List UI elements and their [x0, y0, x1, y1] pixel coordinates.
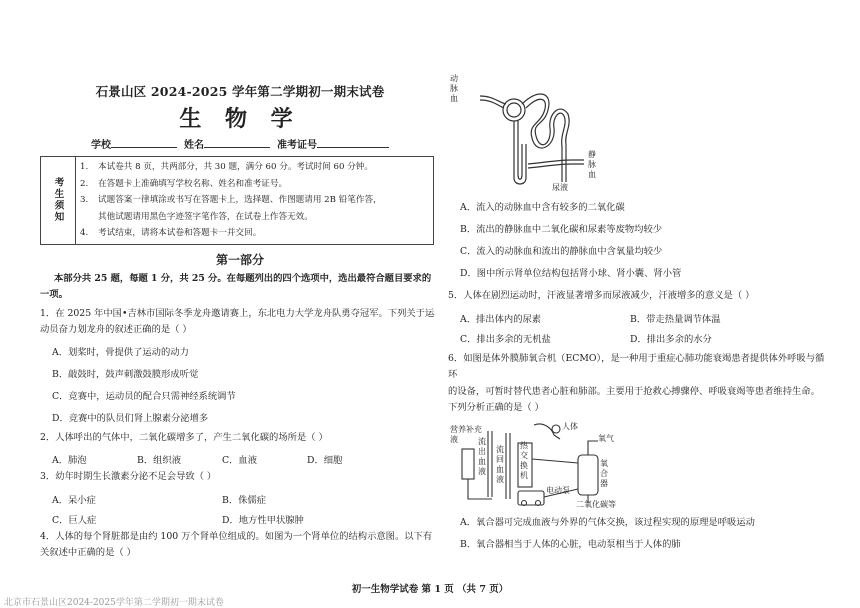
school-label: 学校 — [91, 140, 112, 151]
q2-option-b: B．组织液 — [137, 455, 182, 466]
part-one-intro: 本部分共 25 题，每题 1 分，共 25 分。在每题列出的四个选项中，选出最符合题目要求的一项。 — [40, 272, 432, 300]
name-field[interactable] — [204, 138, 270, 148]
school-field[interactable] — [111, 138, 177, 148]
notice-item: 其他试题请用黑色字迹签字笔作答，在试卷上作答无效。 — [98, 211, 313, 222]
q6-stem-cont2: 下列分析正确的是（ ） — [448, 402, 544, 413]
oxygenator-label: 氧合器 — [600, 458, 608, 488]
notice-header: 考生须知 — [41, 157, 76, 245]
q6-option-b: B．氧合器相当于人体的心脏，电动泵相当于人体的肺 — [460, 538, 681, 550]
q6-option-a: A．氧合器可完成血液与外界的气体交换，该过程实现的原理是呼吸运动 — [460, 516, 755, 528]
q5-options-row1 — [448, 311, 833, 325]
notice-item: 4. 考试结束，请将本试卷和答题卡一并交回。 — [80, 228, 262, 238]
exchanger-label: 热交换机 — [520, 440, 528, 480]
q2-option-a: A．肺泡 — [52, 455, 87, 466]
id-label: 准考证号 — [276, 140, 317, 151]
q4-stem: 4．人体的每个肾脏都是由约 100 万个肾单位组成的。如图为一个肾单位的结构示意图。以下有 — [40, 530, 433, 542]
nephron-diagram — [448, 74, 833, 192]
notice-item: 3. 试题答案一律填涂或书写在答题卡上，选择题、作图题请用 2B 铅笔作答， — [80, 195, 382, 205]
q2-options — [40, 452, 440, 466]
question-2: 2．人体呼出的气体中，二氧化碳增多了，产生二氧化碳的场所是（ ） — [40, 431, 328, 443]
q5-option-c: C．排出多余的无机盐 — [460, 333, 551, 345]
student-info-fields — [40, 136, 440, 151]
q3-options-row1 — [40, 492, 440, 506]
left-column — [40, 82, 440, 562]
id-field[interactable] — [317, 138, 389, 148]
subject-title: 生 物 学 — [179, 106, 301, 132]
question-4 — [40, 529, 440, 562]
vein-label: 静脉血 — [588, 150, 596, 179]
q6-stem-cont: 的设备，可暂时替代患者心脏和肺部。主要用于抢救心搏骤停、呼吸衰竭等患者维持生命。 — [448, 385, 820, 397]
nutrition-label: 营养补充液 — [450, 424, 482, 444]
q5-option-b: B．带走热量调节体温 — [630, 313, 721, 325]
inflow-label: 流回血液 — [496, 444, 504, 484]
human-label: 人体 — [562, 421, 578, 431]
question-5: 5．人体在剧烈运动时，汗液显著增多而尿液减少，汗液增多的意义是（ ） — [448, 290, 755, 301]
q4-option-a: A．流入的动脉血中含有较多的二氧化碳 — [460, 202, 625, 213]
q3-option-b: B．侏儒症 — [222, 494, 267, 506]
q3-option-c: C．巨人症 — [52, 514, 97, 526]
pump-label: 电动泵 — [546, 485, 570, 495]
outflow-label: 流出血液 — [478, 436, 486, 476]
oxygen-label: 氧气 — [598, 433, 614, 443]
watermark: 北京市石景山区2024-2025学年第二学期初一期末试卷 — [4, 598, 224, 608]
q1-stem: 1．在 2025 年中国•吉林市国际冬季龙舟邀请赛上，东北电力大学龙舟队勇夺冠军。下列关于运 — [40, 307, 435, 319]
question-3: 3．幼年时期生长激素分泌不足会导致（ ） — [40, 471, 217, 482]
notice-items — [76, 157, 434, 245]
q2-option-c: C．血液 — [222, 455, 258, 466]
q3-options-row2 — [40, 512, 440, 526]
exam-title: 石景山区 2024-2025 学年第二学期初一期末试卷 — [95, 84, 385, 99]
artery-label: 动脉血 — [450, 74, 458, 103]
q3-option-a: A．呆小症 — [52, 494, 96, 506]
q1-stem-cont: 动员奋力划龙舟的叙述正确的是（ ） — [40, 324, 192, 335]
name-label: 姓名 — [184, 140, 204, 151]
q1-option-a: A．划桨时，骨提供了运动的动力 — [52, 346, 189, 358]
ecmo-diagram — [448, 419, 833, 511]
notice-item: 1. 本试卷共 8 页，共两部分，共 30 题，满分 60 分。考试时间 60 分钟。 — [80, 162, 373, 172]
right-column — [448, 74, 833, 553]
q4-stem-cont: 关叙述中正确的是（ ） — [40, 547, 136, 558]
q6-stem: 6．如图是体外膜肺氧合机（ECMO），是一种用于重症心肺功能衰竭患者提供体外呼吸与循环 — [448, 352, 825, 380]
q3-option-d: D．地方性甲状腺肿 — [222, 514, 304, 526]
co2-label: 二氧化碳等 — [576, 499, 616, 509]
q5-options-row2 — [448, 331, 833, 345]
q4-option-c: C．流入的动脉血和流出的静脉血中含氧量均较少 — [460, 246, 663, 257]
nephron-drawing — [448, 74, 648, 192]
page-footer: 初一生物学试卷 第 1 页 （共 7 页） — [351, 584, 509, 595]
q4-option-d: D．图中所示肾单位结构包括肾小球、肾小囊、肾小管 — [460, 268, 682, 279]
q1-option-d: D．竞赛中的队员们肾上腺素分泌增多 — [52, 412, 209, 424]
notice-item: 2. 在答题卡上准确填写学校名称、姓名和准考证号。 — [80, 178, 288, 189]
part-one-title: 第一部分 — [215, 252, 264, 267]
q5-option-d: D．排出多余的水分 — [630, 333, 712, 345]
question-1 — [40, 306, 440, 339]
q2-option-d: D．细胞 — [307, 455, 343, 466]
q5-option-a: A．排出体内的尿素 — [460, 313, 542, 325]
q1-option-c: C．竞赛中，运动员的配合只需神经系统调节 — [52, 390, 236, 402]
q4-option-b: B．流出的静脉血中二氧化碳和尿素等废物均较少 — [460, 224, 663, 235]
q1-option-b: B．敲鼓时，鼓声刺激鼓膜形成听觉 — [52, 368, 199, 380]
urine-label: 尿液 — [552, 183, 568, 192]
question-6 — [448, 351, 833, 417]
exam-notice-box — [40, 156, 434, 245]
